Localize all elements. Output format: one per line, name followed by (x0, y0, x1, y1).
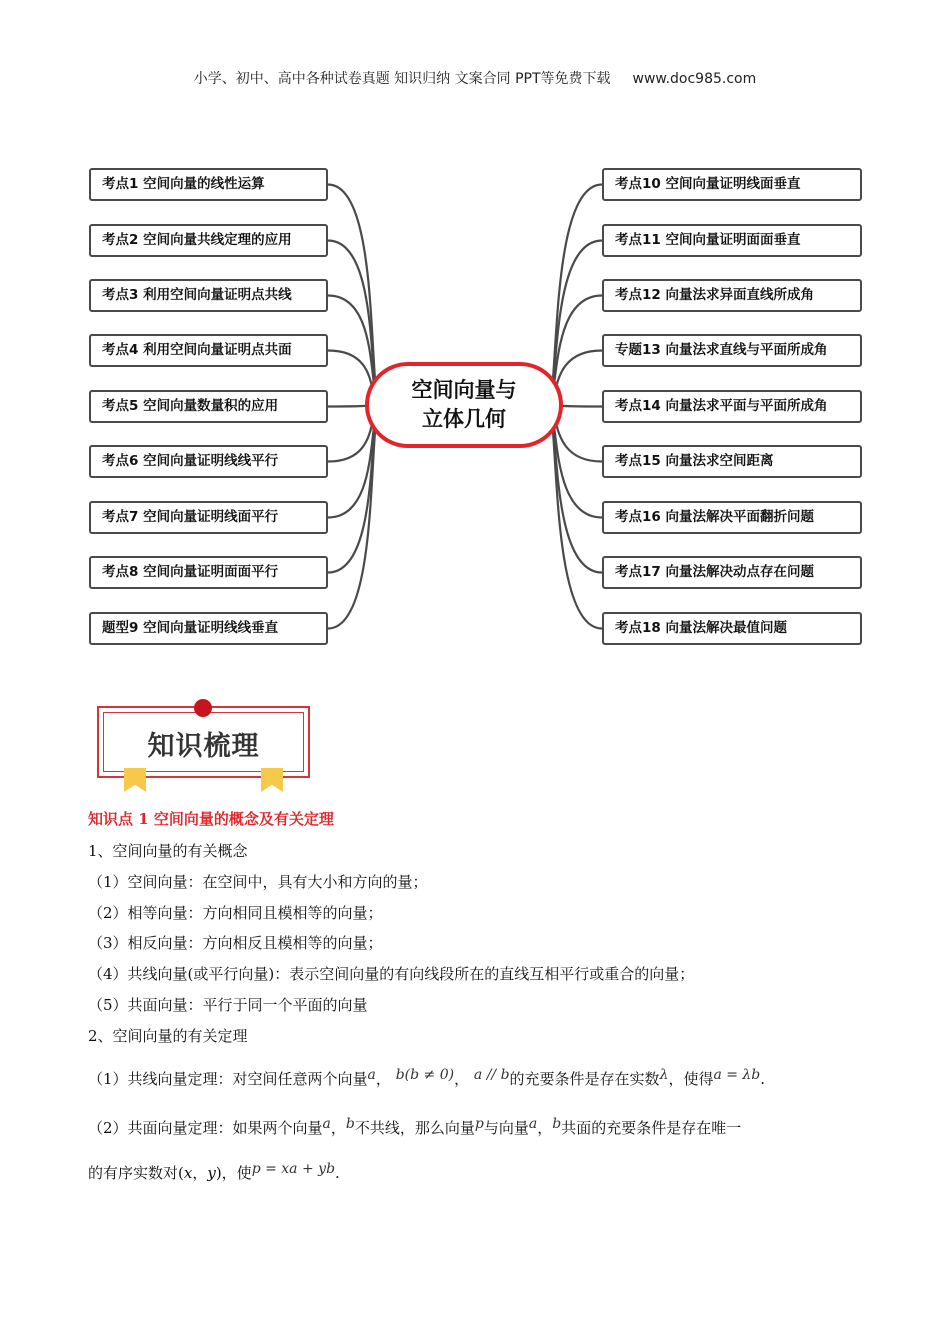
t1-math-eq: a = λb (713, 1067, 761, 1083)
concepts-heading: 1、空间向量的有关概念 (88, 842, 248, 860)
topic-left-7: 考点7 空间向量证明线面平行 (89, 501, 328, 534)
topic-left-3: 考点3 利用空间向量证明点共线 (89, 279, 328, 312)
header-text: 小学、初中、高中各种试卷真题 知识归纳 文案合同 PPT等免费下载 (193, 71, 611, 87)
t2-text-g: 的有序实数对( (88, 1164, 184, 1182)
collinear-theorem (88, 1068, 765, 1089)
topic-right-7: 考点16 向量法解决平面翻折问题 (602, 501, 862, 534)
concept-item-4: （4）共线向量(或平行向量)：表示空间向量的有向线段所在的直线互相平行或重合的向量； (88, 965, 695, 983)
topic-right-3: 考点12 向量法求异面直线所成角 (602, 279, 862, 312)
connector-left-1 (328, 185, 375, 379)
concept-item-2: （2）相等向量：方向相同且模相等的向量； (88, 904, 383, 922)
topic-left-2: 考点2 空间向量共线定理的应用 (89, 224, 328, 257)
topic-right-8: 考点17 向量法解决动点存在问题 (602, 556, 862, 589)
t2-text-b: ， (330, 1119, 346, 1137)
coplanar-theorem (88, 1117, 741, 1138)
topic-left-9: 题型9 空间向量证明线线垂直 (89, 612, 328, 645)
topic-left-5: 考点5 空间向量数量积的应用 (89, 390, 328, 423)
t1-text-a: （1）共线向量定理：对空间任意两个向量 (88, 1070, 368, 1088)
concept-item-3: （3）相反向量：方向相反且模相等的向量； (88, 934, 383, 952)
t1-math-lambda: λ (659, 1067, 669, 1083)
topic-right-4: 专题13 向量法求直线与平面所成角 (602, 334, 862, 367)
coplanar-theorem-cont (88, 1162, 340, 1183)
concept-item-5: （5）共面向量：平行于同一个平面的向量 (88, 996, 368, 1014)
topic-right-2: 考点11 空间向量证明面面垂直 (602, 224, 862, 257)
connector-left-8 (328, 425, 375, 572)
concept-item-1: （1）空间向量：在空间中，具有大小和方向的量； (88, 873, 428, 891)
topic-left-6: 考点6 空间向量证明线线平行 (89, 445, 328, 478)
t1-text-f: . (760, 1070, 766, 1088)
t2-var-y: y (207, 1164, 216, 1182)
t2-math-b: b (345, 1116, 355, 1132)
t2-text-j: . (335, 1164, 340, 1182)
connector-right-2 (553, 241, 602, 386)
topic-right-1: 考点10 空间向量证明线面垂直 (602, 168, 862, 201)
badge-title: 知识梳理 (147, 731, 260, 762)
t2-math-b2: b (552, 1116, 562, 1132)
t2-math-a2: a (528, 1116, 538, 1132)
topic-right-5: 考点14 向量法求平面与平面所成角 (602, 390, 862, 423)
center-title-line1: 空间向量与 (411, 378, 517, 402)
t1-math-parallel: a // b (473, 1067, 510, 1083)
t1-text-c: ， (454, 1070, 470, 1088)
t1-text-d: 的充要条件是存在实数 (509, 1070, 660, 1088)
t2-text-e: ， (537, 1119, 553, 1137)
t2-text-c: 不共线，那么向量 (354, 1119, 475, 1137)
t2-text-i: )，使 (215, 1164, 252, 1182)
t2-text-h: ， (192, 1164, 208, 1182)
header-site: www.doc985.com (632, 71, 757, 87)
t2-math-eq: p = xa + yb (251, 1161, 336, 1177)
knowledge-badge (97, 706, 310, 778)
t1-math-b: b(b ≠ 0) (395, 1067, 455, 1083)
section-title: 知识点 1 空间向量的概念及有关定理 (88, 810, 334, 828)
topic-right-6: 考点15 向量法求空间距离 (602, 445, 862, 478)
t1-text-e: ，使得 (668, 1070, 714, 1088)
badge-red-dot (194, 699, 212, 717)
center-title-line2: 立体几何 (422, 407, 506, 431)
t2-text-a: （2）共面向量定理：如果两个向量 (88, 1119, 323, 1137)
topic-right-9: 考点18 向量法解决最值问题 (602, 612, 862, 645)
t2-math-p: p (474, 1116, 484, 1132)
connector-left-2 (328, 241, 375, 386)
topic-left-8: 考点8 空间向量证明面面平行 (89, 556, 328, 589)
t1-math-a: a (367, 1067, 376, 1083)
t2-text-f: 共面的充要条件是存在唯一 (561, 1119, 742, 1137)
theorems-heading: 2、空间向量的有关定理 (88, 1027, 248, 1045)
t2-var-x: x (183, 1164, 193, 1182)
connector-right-8 (553, 425, 602, 572)
t1-text-b: ， (375, 1070, 391, 1088)
t2-text-d: 与向量 (483, 1119, 529, 1137)
topic-left-1: 考点1 空间向量的线性运算 (89, 168, 328, 201)
topic-left-4: 考点4 利用空间向量证明点共面 (89, 334, 328, 367)
mindmap-center (365, 362, 563, 448)
t2-math-a: a (322, 1116, 331, 1132)
